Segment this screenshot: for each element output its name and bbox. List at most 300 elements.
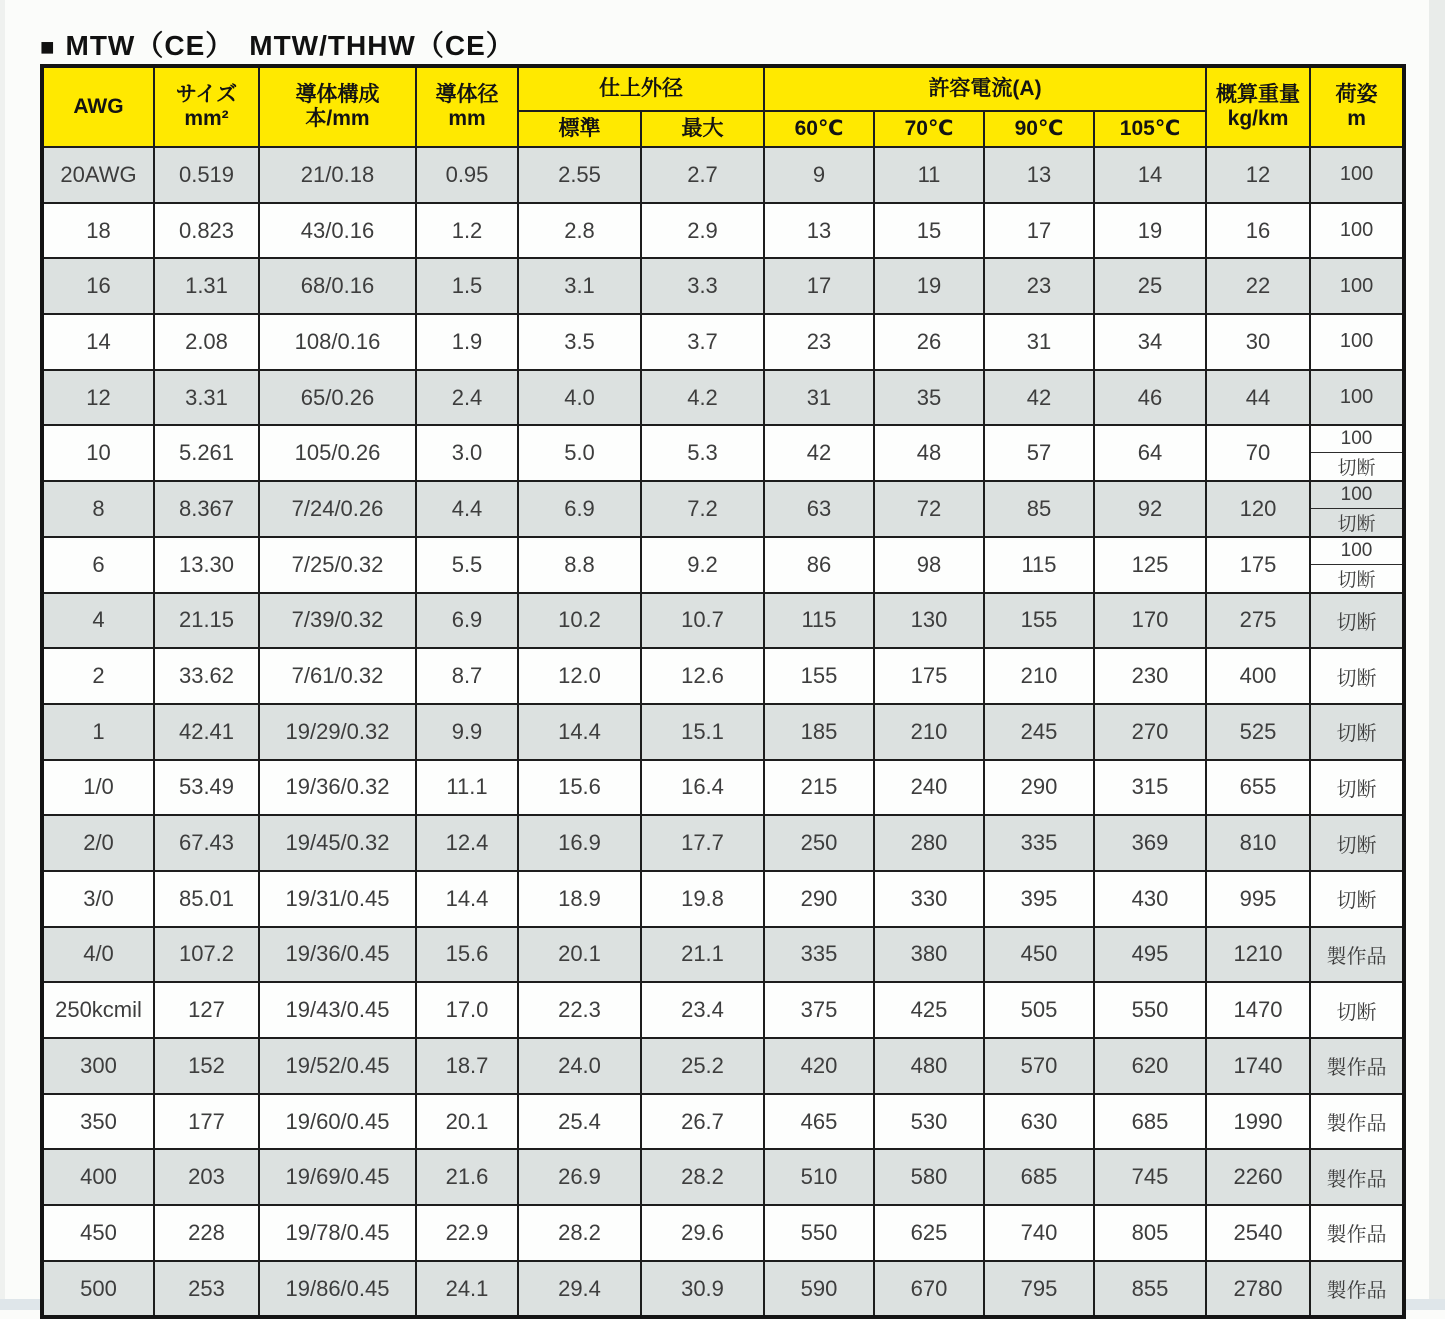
cell-a70: 330 [874, 871, 984, 927]
cell-construction: 105/0.26 [259, 425, 416, 481]
cell-size: 177 [154, 1094, 259, 1150]
cell-od_max: 2.9 [641, 203, 764, 259]
cell-od_std: 20.1 [518, 927, 641, 983]
cell-size: 127 [154, 982, 259, 1038]
cell-a60: 215 [764, 760, 874, 816]
cell-awg: 16 [42, 258, 154, 314]
cell-od_max: 16.4 [641, 760, 764, 816]
cell-weight: 175 [1206, 537, 1310, 593]
cell-diameter: 0.95 [416, 147, 518, 203]
cell-construction: 19/69/0.45 [259, 1149, 416, 1205]
cell-packing: 100 [1310, 314, 1404, 370]
cell-size: 2.08 [154, 314, 259, 370]
cell-awg: 500 [42, 1261, 154, 1318]
cell-od_std: 25.4 [518, 1094, 641, 1150]
cell-od_std: 3.1 [518, 258, 641, 314]
header-finished-od-group: 仕上外径 [518, 66, 764, 111]
cell-od_std: 10.2 [518, 593, 641, 649]
cell-a60: 63 [764, 481, 874, 537]
header-packing [1310, 66, 1404, 147]
cell-awg: 18 [42, 203, 154, 259]
cell-packing: 切断 [1310, 982, 1404, 1038]
cell-awg: 14 [42, 314, 154, 370]
cell-packing: 製作品 [1310, 1038, 1404, 1094]
table-body [42, 147, 1404, 1317]
cell-a90: 740 [984, 1205, 1094, 1261]
cell-od_max: 3.3 [641, 258, 764, 314]
cell-a70: 35 [874, 370, 984, 426]
cell-od_max: 12.6 [641, 648, 764, 704]
cell-a105: 125 [1094, 537, 1206, 593]
cell-a90: 290 [984, 760, 1094, 816]
cell-construction: 19/86/0.45 [259, 1261, 416, 1318]
cell-a60: 155 [764, 648, 874, 704]
header-size-line2: mm² [184, 107, 229, 130]
cell-packing: 切断 [1310, 704, 1404, 760]
cell-packing: 製作品 [1310, 1205, 1404, 1261]
cell-awg: 3/0 [42, 871, 154, 927]
table-row [42, 1038, 1404, 1094]
header-temp-90: 90℃ [984, 111, 1094, 147]
cell-diameter: 6.9 [416, 593, 518, 649]
header-weight [1206, 66, 1310, 147]
cell-a90: 630 [984, 1094, 1094, 1150]
cell-diameter: 21.6 [416, 1149, 518, 1205]
cell-a105: 855 [1094, 1261, 1206, 1318]
cell-construction: 19/60/0.45 [259, 1094, 416, 1150]
table-row [42, 815, 1404, 871]
cell-packing: 切断 [1310, 648, 1404, 704]
cell-size: 5.261 [154, 425, 259, 481]
cell-size: 253 [154, 1261, 259, 1318]
cell-a105: 46 [1094, 370, 1206, 426]
table-row [42, 1205, 1404, 1261]
table-row [42, 147, 1404, 203]
header-construction-line2: 本/mm [305, 107, 370, 130]
cell-packing: 100 [1310, 147, 1404, 203]
cell-a70: 19 [874, 258, 984, 314]
cell-a90: 570 [984, 1038, 1094, 1094]
cell-size: 85.01 [154, 871, 259, 927]
cell-packing-top: 100 [1311, 426, 1402, 453]
header-od-max: 最大 [641, 111, 764, 147]
cell-od_max: 2.7 [641, 147, 764, 203]
scan-edge-left [0, 0, 5, 1310]
header-temp-105: 105℃ [1094, 111, 1206, 147]
cell-construction: 65/0.26 [259, 370, 416, 426]
cell-a60: 510 [764, 1149, 874, 1205]
scan-edge-right [1429, 0, 1445, 1310]
cell-od_max: 10.7 [641, 593, 764, 649]
cell-awg: 350 [42, 1094, 154, 1150]
title-square-icon: ■ [40, 34, 56, 61]
cell-a90: 17 [984, 203, 1094, 259]
cell-diameter: 20.1 [416, 1094, 518, 1150]
cell-a90: 795 [984, 1261, 1094, 1318]
table-header [42, 66, 1404, 147]
cell-packing [1310, 425, 1404, 481]
cell-a90: 115 [984, 537, 1094, 593]
cell-a70: 15 [874, 203, 984, 259]
cell-construction: 19/52/0.45 [259, 1038, 416, 1094]
table-row [42, 481, 1404, 537]
cell-od_max: 21.1 [641, 927, 764, 983]
cell-a90: 450 [984, 927, 1094, 983]
cell-a60: 115 [764, 593, 874, 649]
cell-diameter: 24.1 [416, 1261, 518, 1318]
page-title [40, 24, 515, 64]
header-diameter-line1: 導体径 [435, 82, 499, 106]
cell-diameter: 1.9 [416, 314, 518, 370]
cell-a70: 530 [874, 1094, 984, 1150]
table-row [42, 370, 1404, 426]
cell-od_std: 2.8 [518, 203, 641, 259]
cell-a60: 420 [764, 1038, 874, 1094]
cell-od_std: 6.9 [518, 481, 641, 537]
cell-a90: 42 [984, 370, 1094, 426]
header-packing-line2: m [1347, 107, 1366, 130]
cell-size: 0.823 [154, 203, 259, 259]
cell-od_std: 8.8 [518, 537, 641, 593]
cell-a70: 210 [874, 704, 984, 760]
cell-a90: 335 [984, 815, 1094, 871]
cell-weight: 22 [1206, 258, 1310, 314]
cell-a70: 26 [874, 314, 984, 370]
cell-a60: 550 [764, 1205, 874, 1261]
cell-a60: 17 [764, 258, 874, 314]
cell-od_max: 5.3 [641, 425, 764, 481]
cell-a105: 64 [1094, 425, 1206, 481]
cell-construction: 19/31/0.45 [259, 871, 416, 927]
cell-od_max: 17.7 [641, 815, 764, 871]
cell-a105: 495 [1094, 927, 1206, 983]
cell-a60: 590 [764, 1261, 874, 1318]
cell-a90: 395 [984, 871, 1094, 927]
cell-a105: 620 [1094, 1038, 1206, 1094]
cell-construction: 68/0.16 [259, 258, 416, 314]
cell-awg: 2/0 [42, 815, 154, 871]
cell-awg: 4/0 [42, 927, 154, 983]
table-row [42, 982, 1404, 1038]
cell-a90: 210 [984, 648, 1094, 704]
cell-od_std: 26.9 [518, 1149, 641, 1205]
table-row [42, 1149, 1404, 1205]
cell-a60: 375 [764, 982, 874, 1038]
cell-packing [1310, 537, 1404, 593]
cell-a105: 270 [1094, 704, 1206, 760]
cell-od_max: 3.7 [641, 314, 764, 370]
cell-a60: 9 [764, 147, 874, 203]
cell-a60: 290 [764, 871, 874, 927]
cell-a90: 505 [984, 982, 1094, 1038]
cell-od_std: 18.9 [518, 871, 641, 927]
cell-a105: 19 [1094, 203, 1206, 259]
cell-weight: 1990 [1206, 1094, 1310, 1150]
cell-diameter: 2.4 [416, 370, 518, 426]
cell-weight: 275 [1206, 593, 1310, 649]
cell-construction: 7/61/0.32 [259, 648, 416, 704]
cell-a60: 465 [764, 1094, 874, 1150]
cell-od_max: 15.1 [641, 704, 764, 760]
cell-construction: 7/25/0.32 [259, 537, 416, 593]
cell-size: 203 [154, 1149, 259, 1205]
cell-od_max: 7.2 [641, 481, 764, 537]
cell-awg: 1/0 [42, 760, 154, 816]
cell-od_std: 5.0 [518, 425, 641, 481]
cell-construction: 19/78/0.45 [259, 1205, 416, 1261]
cell-a105: 170 [1094, 593, 1206, 649]
cell-weight: 44 [1206, 370, 1310, 426]
cell-weight: 2540 [1206, 1205, 1310, 1261]
table-row [42, 425, 1404, 481]
table-row [42, 1261, 1404, 1318]
cell-size: 53.49 [154, 760, 259, 816]
cell-size: 3.31 [154, 370, 259, 426]
cell-size: 228 [154, 1205, 259, 1261]
cell-diameter: 18.7 [416, 1038, 518, 1094]
cell-construction: 108/0.16 [259, 314, 416, 370]
cell-packing [1310, 481, 1404, 537]
table-row [42, 648, 1404, 704]
cell-a70: 175 [874, 648, 984, 704]
cell-packing-top: 100 [1311, 538, 1402, 565]
cell-packing: 製作品 [1310, 927, 1404, 983]
cell-size: 1.31 [154, 258, 259, 314]
cell-a90: 155 [984, 593, 1094, 649]
cell-od_max: 29.6 [641, 1205, 764, 1261]
cell-a105: 14 [1094, 147, 1206, 203]
cell-construction: 7/24/0.26 [259, 481, 416, 537]
cell-a60: 250 [764, 815, 874, 871]
cell-a70: 11 [874, 147, 984, 203]
cell-od_max: 25.2 [641, 1038, 764, 1094]
cell-packing: 切断 [1310, 760, 1404, 816]
header-diameter-line2: mm [448, 107, 486, 130]
cell-size: 152 [154, 1038, 259, 1094]
cell-a90: 57 [984, 425, 1094, 481]
cell-packing-bottom: 切断 [1337, 513, 1376, 535]
cell-weight: 995 [1206, 871, 1310, 927]
cell-a90: 23 [984, 258, 1094, 314]
header-packing-line1: 荷姿 [1335, 82, 1378, 106]
table-row [42, 760, 1404, 816]
cell-awg: 1 [42, 704, 154, 760]
cell-packing: 切断 [1310, 871, 1404, 927]
cell-od_max: 19.8 [641, 871, 764, 927]
cell-a70: 98 [874, 537, 984, 593]
cell-size: 107.2 [154, 927, 259, 983]
cell-weight: 120 [1206, 481, 1310, 537]
cell-a70: 280 [874, 815, 984, 871]
cell-size: 67.43 [154, 815, 259, 871]
cell-a60: 42 [764, 425, 874, 481]
cell-a60: 23 [764, 314, 874, 370]
cell-size: 13.30 [154, 537, 259, 593]
cell-weight: 2260 [1206, 1149, 1310, 1205]
cell-od_max: 9.2 [641, 537, 764, 593]
cell-od_std: 24.0 [518, 1038, 641, 1094]
cell-a90: 685 [984, 1149, 1094, 1205]
cell-od_std: 29.4 [518, 1261, 641, 1318]
cell-od_std: 4.0 [518, 370, 641, 426]
cell-a105: 230 [1094, 648, 1206, 704]
cell-weight: 655 [1206, 760, 1310, 816]
header-diameter [416, 66, 518, 147]
cell-packing: 製作品 [1310, 1149, 1404, 1205]
cell-awg: 400 [42, 1149, 154, 1205]
cell-od_std: 16.9 [518, 815, 641, 871]
cell-od_max: 30.9 [641, 1261, 764, 1318]
cell-a70: 72 [874, 481, 984, 537]
cell-construction: 19/36/0.32 [259, 760, 416, 816]
cell-awg: 4 [42, 593, 154, 649]
cell-weight: 810 [1206, 815, 1310, 871]
cell-a90: 245 [984, 704, 1094, 760]
cell-awg: 450 [42, 1205, 154, 1261]
cell-awg: 12 [42, 370, 154, 426]
cell-od_max: 4.2 [641, 370, 764, 426]
cell-diameter: 17.0 [416, 982, 518, 1038]
cell-packing-top: 100 [1311, 482, 1402, 509]
cell-diameter: 3.0 [416, 425, 518, 481]
cell-construction: 43/0.16 [259, 203, 416, 259]
cell-a105: 25 [1094, 258, 1206, 314]
cell-diameter: 15.6 [416, 927, 518, 983]
table-row [42, 314, 1404, 370]
cell-a105: 550 [1094, 982, 1206, 1038]
cell-diameter: 8.7 [416, 648, 518, 704]
cell-construction: 19/43/0.45 [259, 982, 416, 1038]
cell-diameter: 9.9 [416, 704, 518, 760]
cell-packing: 製作品 [1310, 1261, 1404, 1318]
table-row [42, 871, 1404, 927]
cell-a60: 31 [764, 370, 874, 426]
cell-od_std: 28.2 [518, 1205, 641, 1261]
cell-diameter: 4.4 [416, 481, 518, 537]
cell-a105: 315 [1094, 760, 1206, 816]
cell-weight: 16 [1206, 203, 1310, 259]
cell-a105: 805 [1094, 1205, 1206, 1261]
header-temp-60: 60℃ [764, 111, 874, 147]
cell-weight: 1740 [1206, 1038, 1310, 1094]
cell-awg: 6 [42, 537, 154, 593]
cell-awg: 300 [42, 1038, 154, 1094]
cell-awg: 2 [42, 648, 154, 704]
header-ampacity-group: 許容電流(A) [764, 66, 1206, 111]
header-weight-line2: kg/km [1227, 107, 1289, 130]
cell-a70: 130 [874, 593, 984, 649]
cell-size: 0.519 [154, 147, 259, 203]
table-row [42, 593, 1404, 649]
cell-size: 33.62 [154, 648, 259, 704]
table-row [42, 1094, 1404, 1150]
cell-construction: 19/45/0.32 [259, 815, 416, 871]
cell-a70: 625 [874, 1205, 984, 1261]
header-size-line1: サイズ [175, 82, 238, 106]
cell-packing: 100 [1310, 258, 1404, 314]
cell-packing: 100 [1310, 370, 1404, 426]
cell-weight: 30 [1206, 314, 1310, 370]
header-construction-line1: 導体構成 [295, 82, 380, 106]
cell-size: 42.41 [154, 704, 259, 760]
table-row [42, 704, 1404, 760]
cell-a70: 425 [874, 982, 984, 1038]
cell-diameter: 12.4 [416, 815, 518, 871]
cell-diameter: 1.2 [416, 203, 518, 259]
cell-weight: 1210 [1206, 927, 1310, 983]
cell-od_max: 23.4 [641, 982, 764, 1038]
cell-size: 21.15 [154, 593, 259, 649]
cell-a70: 670 [874, 1261, 984, 1318]
cell-size: 8.367 [154, 481, 259, 537]
cell-od_std: 22.3 [518, 982, 641, 1038]
cell-a90: 31 [984, 314, 1094, 370]
cell-a70: 380 [874, 927, 984, 983]
header-awg: AWG [42, 66, 154, 147]
cell-packing: 製作品 [1310, 1094, 1404, 1150]
cell-weight: 2780 [1206, 1261, 1310, 1318]
cell-construction: 7/39/0.32 [259, 593, 416, 649]
cell-od_max: 26.7 [641, 1094, 764, 1150]
cell-construction: 19/29/0.32 [259, 704, 416, 760]
cell-diameter: 1.5 [416, 258, 518, 314]
cell-od_std: 12.0 [518, 648, 641, 704]
cell-od_std: 14.4 [518, 704, 641, 760]
cell-diameter: 11.1 [416, 760, 518, 816]
cell-weight: 70 [1206, 425, 1310, 481]
cell-a105: 92 [1094, 481, 1206, 537]
table-row [42, 927, 1404, 983]
header-construction [259, 66, 416, 147]
cell-od_std: 15.6 [518, 760, 641, 816]
cell-weight: 12 [1206, 147, 1310, 203]
cell-a90: 85 [984, 481, 1094, 537]
cell-a60: 335 [764, 927, 874, 983]
cell-a105: 369 [1094, 815, 1206, 871]
header-size [154, 66, 259, 147]
page-title-text: MTW（CE） MTW/THHW（CE） [65, 30, 515, 61]
cell-a70: 48 [874, 425, 984, 481]
cell-packing-bottom: 切断 [1337, 569, 1376, 591]
cell-awg: 8 [42, 481, 154, 537]
cell-od_max: 28.2 [641, 1149, 764, 1205]
cell-a105: 34 [1094, 314, 1206, 370]
cell-a60: 13 [764, 203, 874, 259]
table-row [42, 258, 1404, 314]
cell-diameter: 14.4 [416, 871, 518, 927]
cell-od_std: 2.55 [518, 147, 641, 203]
wire-spec-table [40, 64, 1406, 1319]
cell-awg: 10 [42, 425, 154, 481]
cell-a105: 745 [1094, 1149, 1206, 1205]
header-weight-line1: 概算重量 [1216, 82, 1301, 106]
header-od-standard: 標準 [518, 111, 641, 147]
cell-construction: 19/36/0.45 [259, 927, 416, 983]
cell-diameter: 22.9 [416, 1205, 518, 1261]
table-row [42, 537, 1404, 593]
cell-od_std: 3.5 [518, 314, 641, 370]
cell-weight: 1470 [1206, 982, 1310, 1038]
cell-a70: 580 [874, 1149, 984, 1205]
cell-weight: 525 [1206, 704, 1310, 760]
cell-packing: 100 [1310, 203, 1404, 259]
cell-diameter: 5.5 [416, 537, 518, 593]
cell-a60: 185 [764, 704, 874, 760]
cell-packing-bottom: 切断 [1337, 458, 1376, 480]
cell-packing: 切断 [1310, 593, 1404, 649]
cell-a105: 685 [1094, 1094, 1206, 1150]
cell-a70: 240 [874, 760, 984, 816]
